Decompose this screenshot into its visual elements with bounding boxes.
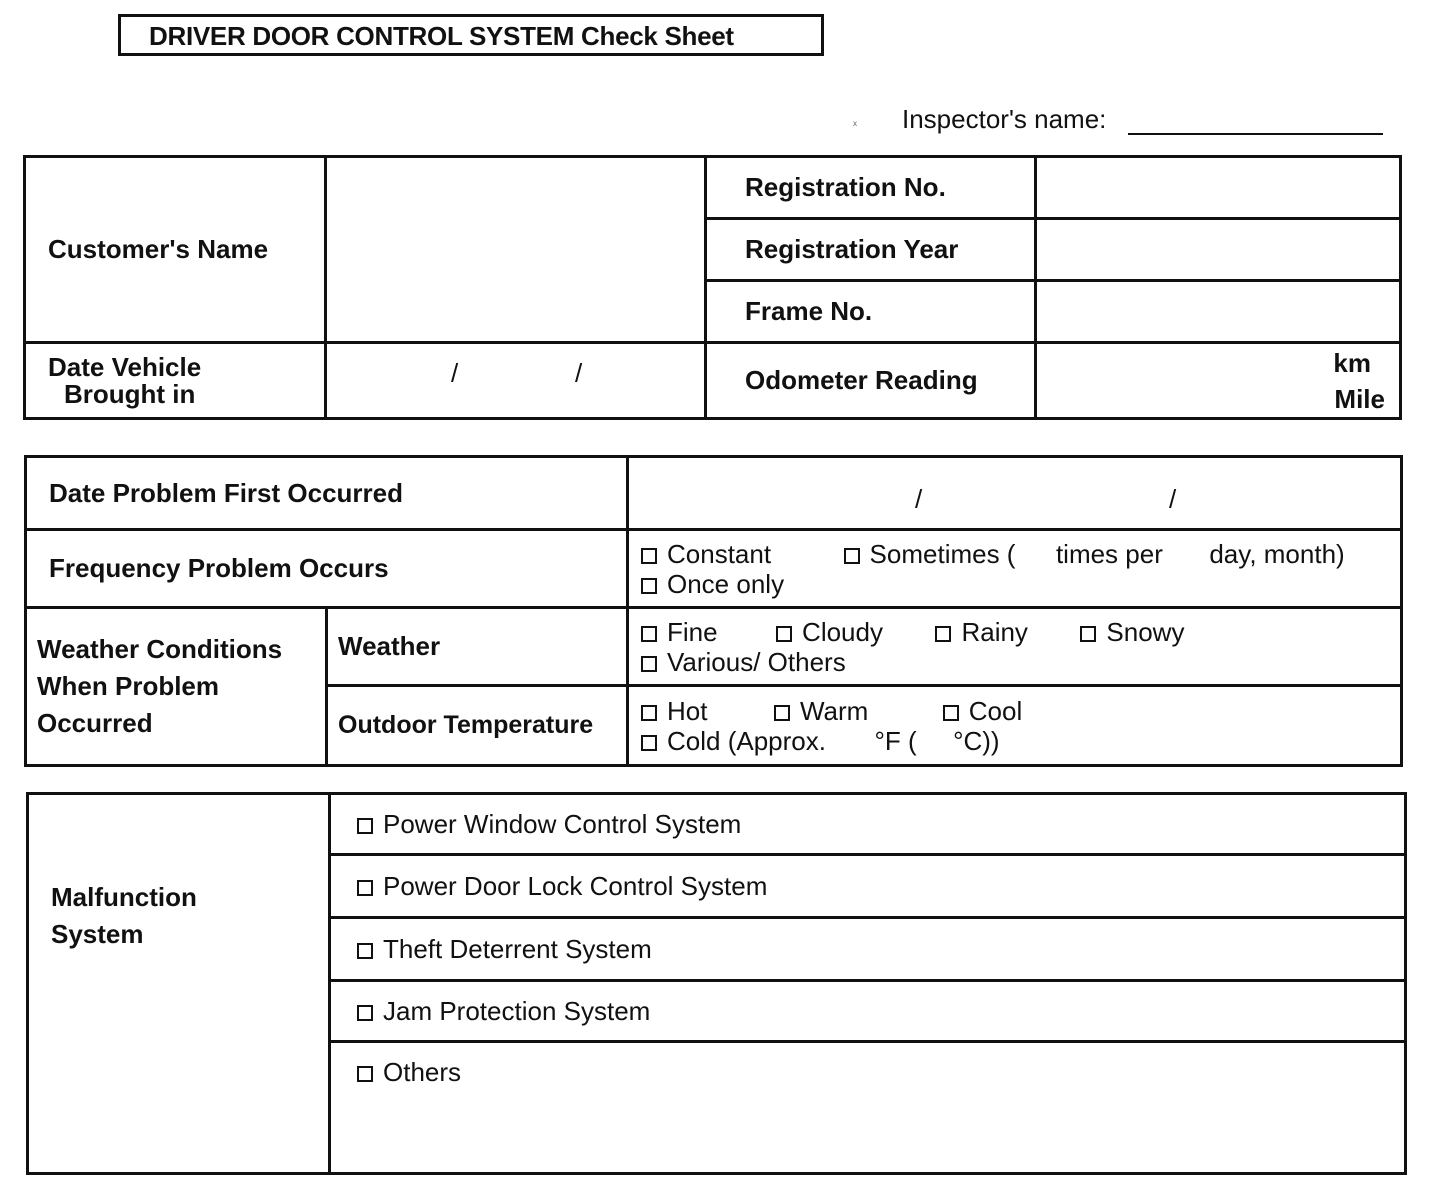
frequency-constant[interactable] — [641, 539, 771, 569]
constant-label: Constant — [667, 538, 772, 569]
temp-hot[interactable] — [641, 696, 707, 726]
cloudy-label: Cloudy — [802, 616, 883, 647]
warm-label: Warm — [799, 695, 869, 726]
frame-no-field[interactable] — [1036, 281, 1401, 343]
weather-cloudy[interactable] — [776, 617, 883, 647]
frequency-options — [628, 530, 1402, 608]
hot-label: Hot — [667, 695, 708, 726]
registration-year-label: Registration Year — [706, 219, 1036, 281]
date-brought-in-label — [25, 343, 326, 419]
various-label: Various/ Others — [667, 646, 846, 677]
rainy-label: Rainy — [961, 616, 1028, 647]
date-separator: / — [575, 358, 583, 388]
malfunction-option[interactable] — [330, 918, 1406, 981]
weather-conditions-label — [26, 608, 327, 766]
checkbox[interactable] — [641, 548, 657, 564]
temp-warm[interactable] — [774, 696, 868, 726]
date-first-occurred-label: Date Problem First Occurred — [26, 457, 628, 530]
frequency-once-only[interactable] — [641, 569, 784, 599]
problem-info-table — [24, 455, 1403, 767]
inspector-name-field[interactable] — [1128, 133, 1383, 135]
page-title: DRIVER DOOR CONTROL SYSTEM Check Sheet — [118, 14, 824, 56]
inspector-label: Inspector's name: — [902, 104, 1107, 134]
temp-cold[interactable] — [641, 726, 826, 756]
temperature-options — [628, 686, 1402, 766]
temp-cool[interactable] — [943, 696, 1022, 726]
registration-no-field[interactable] — [1036, 157, 1401, 219]
malfunction-option[interactable] — [330, 981, 1406, 1042]
cool-label: Cool — [968, 695, 1023, 726]
malfunction-line1: Malfunction — [51, 882, 197, 912]
snowy-label: Snowy — [1106, 616, 1185, 647]
date-first-occurred-field[interactable] — [628, 457, 1402, 530]
malfunction-table — [26, 792, 1407, 1175]
checkbox[interactable] — [844, 548, 860, 564]
checkbox[interactable] — [641, 735, 657, 751]
weather-various[interactable] — [641, 647, 846, 677]
date-separator: / — [451, 358, 459, 388]
date-brought-in-line2: Brought in — [64, 378, 196, 409]
weather-options — [628, 608, 1402, 686]
date-separator: / — [915, 484, 923, 514]
option-label: Power Door Lock Control System — [383, 870, 768, 901]
checkbox[interactable] — [943, 705, 959, 721]
checkbox[interactable] — [641, 626, 657, 642]
once-only-label: Once only — [667, 568, 785, 599]
checkbox[interactable] — [641, 656, 657, 672]
checkbox[interactable] — [357, 1005, 373, 1021]
option-label: Power Window Control System — [383, 808, 742, 839]
fahrenheit-label: °F ( — [874, 725, 917, 756]
weather-label: Weather — [327, 608, 628, 686]
option-label: Jam Protection System — [383, 995, 651, 1026]
frequency-sometimes[interactable] — [844, 539, 1016, 569]
outdoor-temperature-label: Outdoor Temperature — [327, 686, 628, 766]
weather-rainy[interactable] — [935, 617, 1027, 647]
vehicle-info-table — [23, 155, 1402, 420]
checkbox[interactable] — [641, 578, 657, 594]
checkbox[interactable] — [357, 943, 373, 959]
weather-conditions-line2: When Problem — [37, 671, 220, 701]
date-brought-in-line1: Date Vehicle — [48, 351, 202, 382]
odometer-label: Odometer Reading — [706, 343, 1036, 419]
malfunction-option-others[interactable] — [330, 1042, 1406, 1174]
times-per-label: times per — [1055, 538, 1163, 569]
odometer-field[interactable] — [1036, 343, 1401, 419]
unit-mile: Mile — [1334, 383, 1385, 414]
checkbox[interactable] — [641, 705, 657, 721]
checkbox[interactable] — [774, 705, 790, 721]
date-separator: / — [1169, 484, 1177, 514]
checkbox[interactable] — [776, 626, 792, 642]
fine-label: Fine — [667, 616, 718, 647]
malfunction-option[interactable] — [330, 855, 1406, 918]
checkbox[interactable] — [357, 880, 373, 896]
frame-no-label: Frame No. — [706, 281, 1036, 343]
unit-km: km — [1333, 347, 1371, 378]
cold-label: Cold (Approx. — [667, 725, 826, 756]
celsius-label: °C)) — [953, 725, 1000, 756]
checkbox[interactable] — [935, 626, 951, 642]
option-label: Theft Deterrent System — [383, 933, 652, 964]
checkbox[interactable] — [357, 1066, 373, 1082]
customer-name-label: Customer's Name — [25, 157, 326, 343]
option-label: Others — [383, 1057, 462, 1087]
customer-name-field[interactable] — [326, 157, 706, 343]
date-brought-in-field[interactable] — [326, 343, 706, 419]
malfunction-line2: System — [51, 919, 144, 949]
sometimes-label: Sometimes ( — [869, 538, 1016, 569]
checkbox[interactable] — [357, 818, 373, 834]
frequency-label: Frequency Problem Occurs — [26, 530, 628, 608]
weather-conditions-line3: Occurred — [37, 708, 153, 738]
malfunction-option[interactable] — [330, 794, 1406, 855]
scan-mark: ˣ — [853, 118, 857, 132]
weather-fine[interactable] — [641, 617, 718, 647]
weather-snowy[interactable] — [1080, 617, 1184, 647]
checkbox[interactable] — [1080, 626, 1096, 642]
registration-no-label: Registration No. — [706, 157, 1036, 219]
malfunction-label — [28, 794, 330, 1174]
day-month-label: day, month) — [1209, 538, 1345, 569]
weather-conditions-line1: Weather Conditions — [37, 634, 283, 664]
registration-year-field[interactable] — [1036, 219, 1401, 281]
